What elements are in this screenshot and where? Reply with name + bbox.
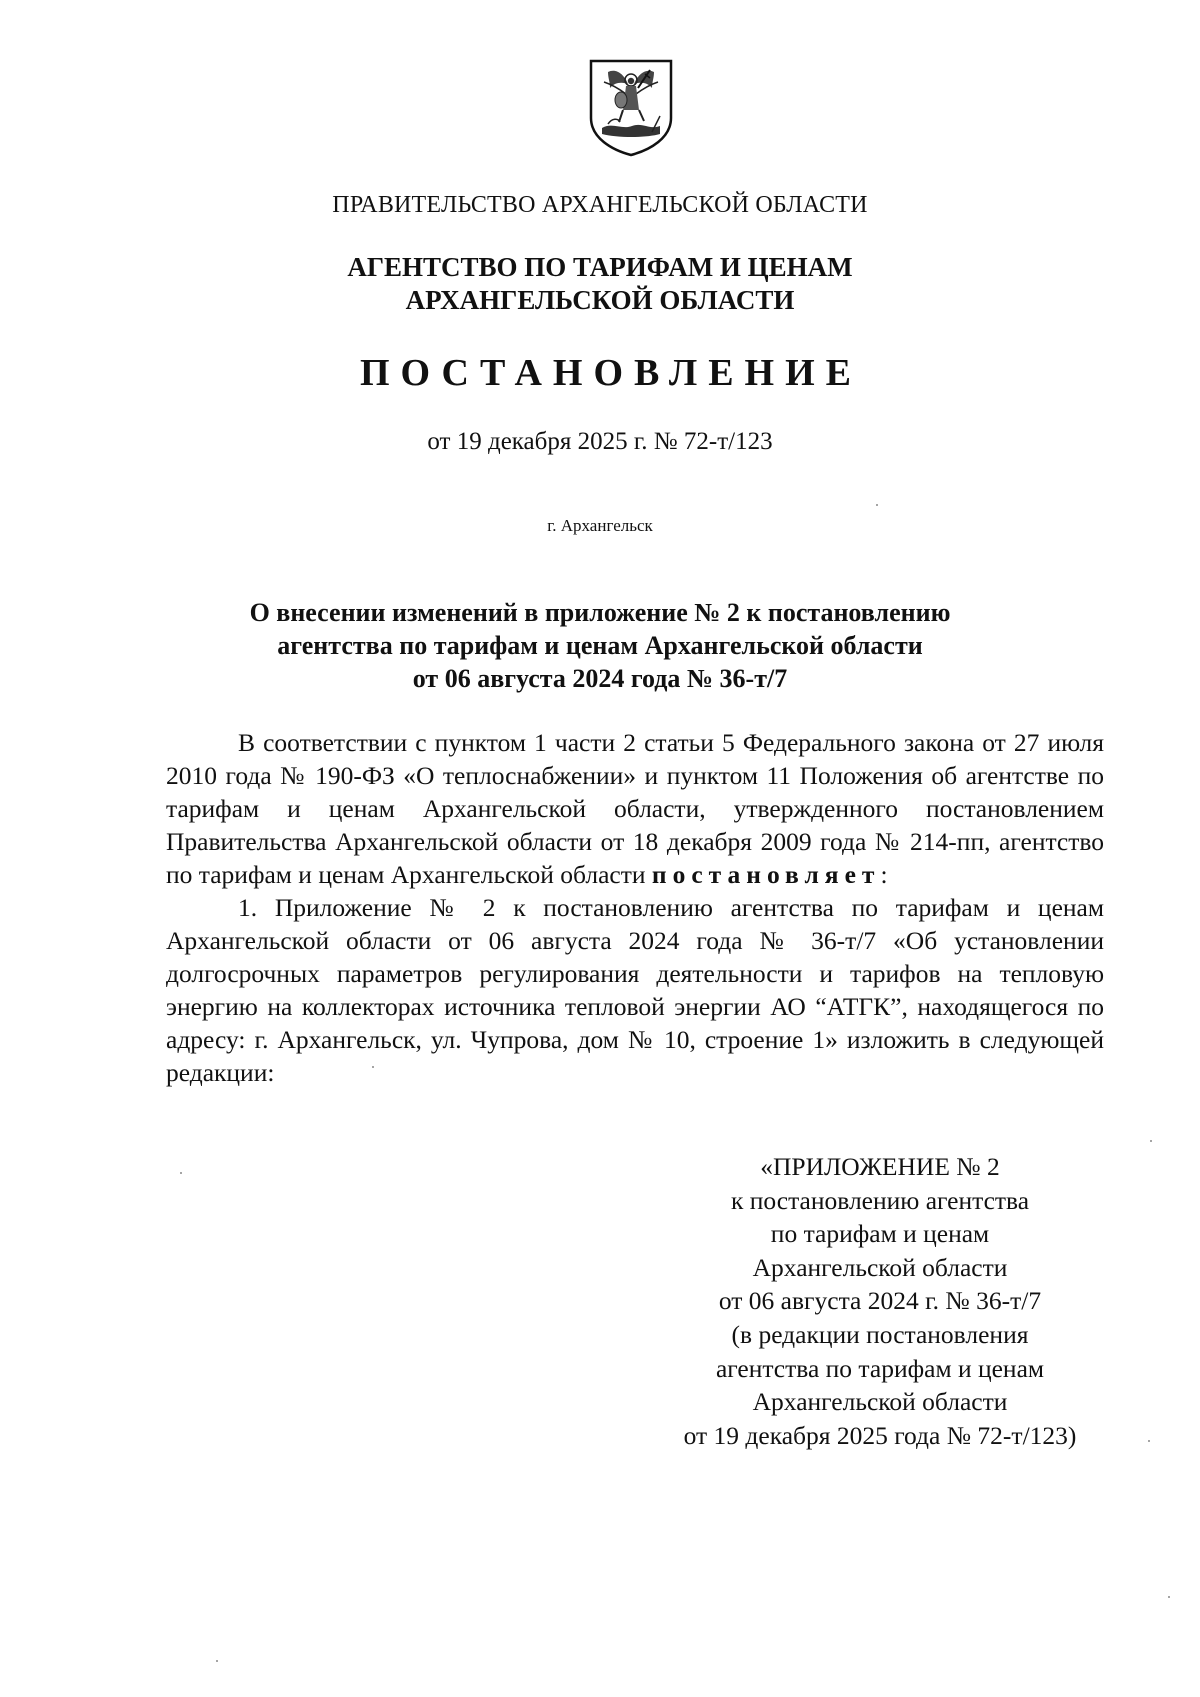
scan-speck xyxy=(180,1172,182,1174)
government-name: ПРАВИТЕЛЬСТВО АРХАНГЕЛЬСКОЙ ОБЛАСТИ xyxy=(332,192,868,218)
appendix-line-7: агентства по тарифам и ценам xyxy=(715,1353,1045,1383)
decree-colon: : xyxy=(880,860,888,889)
agency-name-line-1: АГЕНТСТВО ПО ТАРИФАМ И ЦЕНАМ xyxy=(347,252,853,282)
document-date-number: от 19 декабря 2025 г. № 72-т/123 xyxy=(427,428,773,455)
document-subject xyxy=(0,596,1200,695)
preamble-text: В соответствии с пунктом 1 части 2 статьи 5 Федерального закона от 27 июля 2010 года № 190-ФЗ «О теплоснабжении» и пунктом 11 Положения об агентстве по тарифам и ценам Архангельской области, утвержденного постановлением Правительства Архангельской области от 18 декабря 2009 года № 214-пп, агентство по тарифам и ценам Архангельской области xyxy=(166,728,1104,889)
appendix-line-4: Архангельской области xyxy=(752,1252,1008,1282)
appendix-line-1: «ПРИЛОЖЕНИЕ № 2 xyxy=(760,1152,1000,1181)
scan-speck xyxy=(372,1066,374,1068)
document-body xyxy=(166,726,1104,1089)
subject-line-1: О внесении изменений в приложение № 2 к постановлению xyxy=(249,598,951,627)
decree-verb: постановляет xyxy=(651,860,881,889)
scan-speck xyxy=(216,1660,218,1662)
document-type: ПОСТАНОВЛЕНИЕ xyxy=(359,352,863,394)
agency-name xyxy=(0,251,1200,317)
appendix-line-9: от 19 декабря 2025 года № 72-т/123) xyxy=(683,1420,1077,1450)
appendix-heading xyxy=(640,1150,1120,1452)
document-city: г. Архангельск xyxy=(547,516,653,535)
scan-speck xyxy=(1148,1440,1150,1442)
subject-line-3: от 06 августа 2024 года № 36-т/7 xyxy=(412,664,788,693)
appendix-line-5: от 06 августа 2024 г. № 36-т/7 xyxy=(718,1286,1042,1316)
operative-paragraph-1: 1. Приложение № 2 к постановлению агентства по тарифам и ценам Архангельской области от 06 августа 2024 года № 36-т/7 «Об установлении долгосрочных параметров регулирования деятельности и тарифов на тепловую энергию на коллекторах источника тепловой энергии АО “АТГК”, находящегося по адресу: г. Архангельск, ул. Чупрова, дом № 10, строение 1» изложить в следующей редакции: xyxy=(166,893,1104,1087)
appendix-line-3: по тарифам и ценам xyxy=(770,1219,990,1249)
scan-speck xyxy=(1168,1596,1170,1598)
appendix-line-2: к постановлению агентства xyxy=(730,1185,1030,1215)
coat-of-arms-icon xyxy=(588,58,674,158)
subject-line-2: агентства по тарифам и ценам Архангельской области xyxy=(277,631,923,660)
scan-speck xyxy=(1150,1140,1152,1142)
preamble-paragraph xyxy=(166,726,1104,891)
scan-speck xyxy=(876,504,878,506)
appendix-line-8: Архангельской области xyxy=(752,1387,1008,1417)
appendix-line-6: (в редакции постановления xyxy=(731,1319,1029,1349)
agency-name-line-2: АРХАНГЕЛЬСКОЙ ОБЛАСТИ xyxy=(405,285,795,315)
